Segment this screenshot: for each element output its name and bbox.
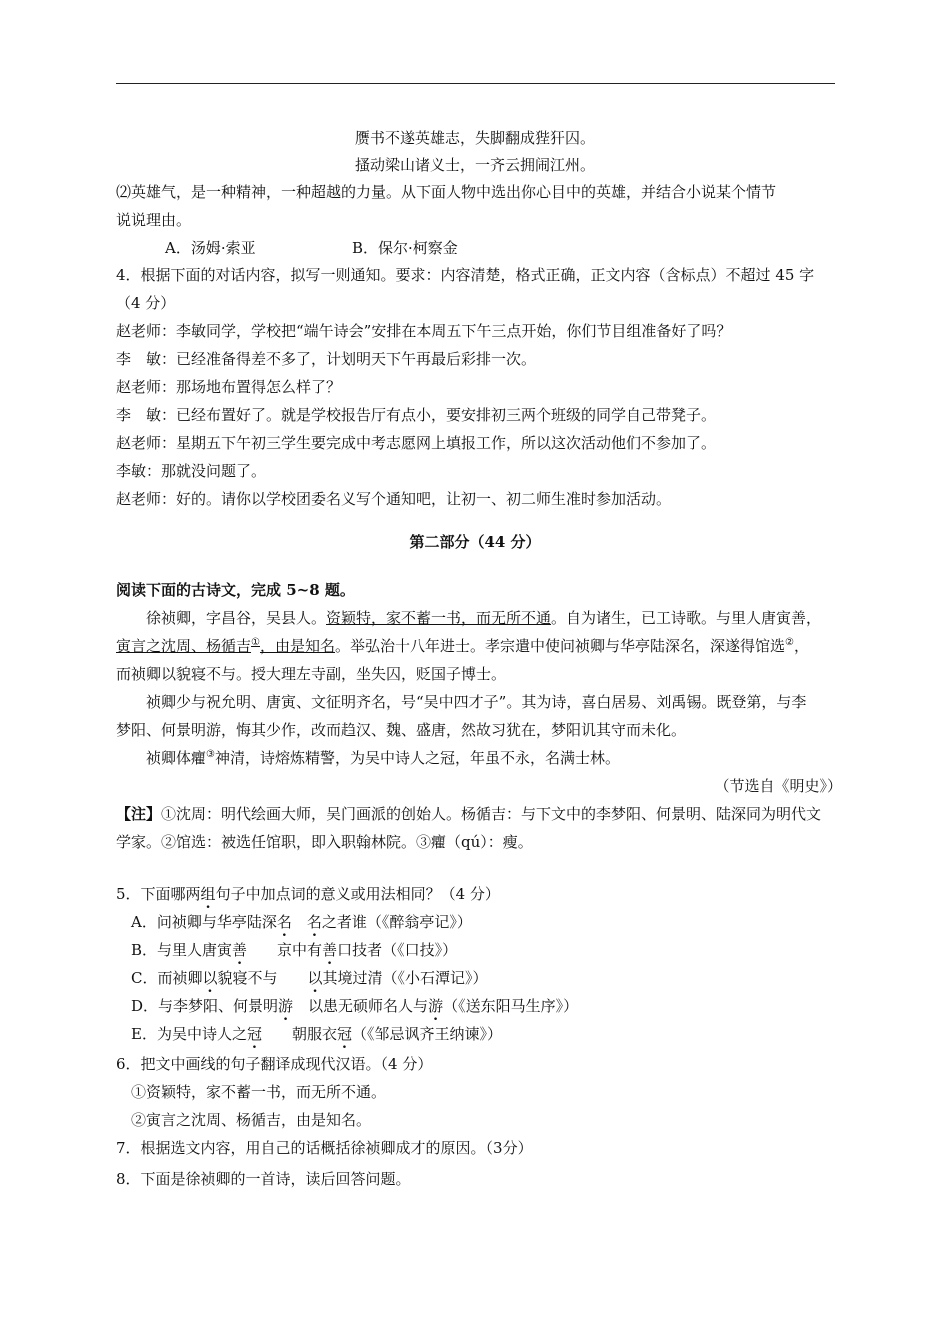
notes-line-1: 【注】①沈周：明代绘画大师，吴门画派的创始人。杨循吉：与下文中的李梦阳、何景明、陆深同为明代文 <box>116 805 822 823</box>
q6-item-1: ①资颖特，家不蓄一书，而无所不通。 <box>131 1083 387 1101</box>
dialogue-line: 赵老师：那场地布置得怎么样了？ <box>116 378 342 396</box>
passage-para-3: 祯卿体癯③神清，诗熔炼精警，为吴中诗人之冠，年虽不永，名满士林。 <box>146 749 620 767</box>
q3-2-stem-line-1: ⑵英雄气，是一种精神，一种超越的力量。从下面人物中选出你心目中的英雄，并结合小说某个情节 <box>116 183 777 201</box>
dialogue-line: 赵老师：李敏同学，学校把“端午诗会”安排在本周五下午三点开始，你们节目组准备好了吗？ <box>116 322 732 340</box>
dialogue-line: 李 敏：已经布置好了。就是学校报告厅有点小，要安排初三两个班级的同学自己带凳子。 <box>116 406 717 424</box>
passage-para-1-line-3: 而祯卿以貌寝不与。授大理左寺副，坐失囚，贬国子博士。 <box>116 665 507 683</box>
dialogue-line: 李 敏：已经准备得差不多了，计划明天下午再最后彩排一次。 <box>116 350 537 368</box>
q3-2-option-b: B．保尔·柯察金 <box>352 239 458 257</box>
q3-2-stem-line-2: 说说理由。 <box>116 211 192 229</box>
passage-para-2-line-1: 祯卿少与祝允明、唐寅、文征明齐名，号“吴中四才子”。其为诗，喜白居易、刘禹锡。既登第，与李 <box>146 693 807 711</box>
passage-para-1-line-1: 徐祯卿，字昌谷，吴县人。资颖特，家不蓄一书，而无所不通。自为诸生，已工诗歌。与里人唐寅善， <box>146 609 822 627</box>
dialogue-line: 李敏：那就没问题了。 <box>116 462 267 480</box>
part2-title: 第二部分（44 分） <box>409 533 541 551</box>
q6-stem: 6．把文中画线的句子翻译成现代汉语。（4 分） <box>116 1055 433 1073</box>
q5-option-a: A．问祯卿与华亭陆深名 名之者谁（《醉翁亭记》） <box>131 913 472 931</box>
passage-para-1-line-2: 寅言之沈周、杨循吉①，由是知名。举弘治十八年进士。孝宗遣中使问祯卿与华亭陆深名，深遂得馆选②， <box>116 637 809 655</box>
q5-option-d: D．与李梦阳、何景明游 以患无硕师名人与游（《送东阳马生序》） <box>131 997 579 1015</box>
passage-source: （节选自《明史》） <box>714 777 842 795</box>
notes-label: 【注】 <box>116 805 162 823</box>
q3-2-option-a: A．汤姆·索亚 <box>165 239 256 257</box>
q5-option-b: B．与里人唐寅善 京中有善口技者（《口技》） <box>131 941 458 959</box>
q5-stem: 5．下面哪两组句子中加点词的意义或用法相同？（4 分） <box>116 885 500 903</box>
q4-stem-line-1: 4．根据下面的对话内容，拟写一则通知。要求：内容清楚，格式正确，正文内容（含标点）不超过 45 字 <box>116 266 815 284</box>
footnote-ref-3: ③ <box>206 749 215 760</box>
underlined-sentence-1: 资颖特，家不蓄一书，而无所不通 <box>326 609 552 627</box>
notes-line-2: 学家。②馆选：被选任馆职，即入职翰林院。③癯（qú）：瘦。 <box>116 833 533 851</box>
q7-stem: 7．根据选文内容，用自己的话概括徐祯卿成才的原因。（3分） <box>116 1139 533 1157</box>
q8-stem: 8．下面是徐祯卿的一首诗，读后回答问题。 <box>116 1170 411 1188</box>
poem-line-1: 赝书不遂英雄志，失脚翻成狴犴囚。 <box>354 129 595 147</box>
poem-line-2: 搔动梁山诸义士，一齐云拥闹江州。 <box>354 156 595 174</box>
underlined-sentence-2a: 寅言之沈周、杨循吉 <box>116 637 252 655</box>
q5-option-e: E．为吴中诗人之冠 朝服衣冠（《邹忌讽齐王纳谏》） <box>131 1025 503 1043</box>
passage-para-2-line-2: 梦阳、何景明游，悔其少作，改而趋汉、魏、盛唐，然故习犹在，梦阳讥其守而未化。 <box>116 721 687 739</box>
emphasis-dot-word: 组 <box>200 885 216 903</box>
q5-option-c: C．而祯卿以貌寝不与 以其境过清（《小石潭记》） <box>131 969 488 987</box>
underlined-sentence-2b: ，由是知名 <box>259 637 335 655</box>
footnote-ref-1: ① <box>251 637 260 648</box>
dialogue-line: 赵老师：好的。请你以学校团委名义写个通知吧，让初一、初二师生准时参加活动。 <box>116 490 672 508</box>
header-rule <box>116 83 835 84</box>
q4-stem-line-2: （4 分） <box>116 294 176 312</box>
q6-item-2: ②寅言之沈周、杨循吉，由是知名。 <box>131 1111 372 1129</box>
footnote-ref-2: ② <box>785 637 794 648</box>
dialogue-line: 赵老师：星期五下午初三学生要完成中考志愿网上填报工作，所以这次活动他们不参加了。 <box>116 434 717 452</box>
reading-instruction: 阅读下面的古诗文，完成 5~8 题。 <box>116 581 355 599</box>
